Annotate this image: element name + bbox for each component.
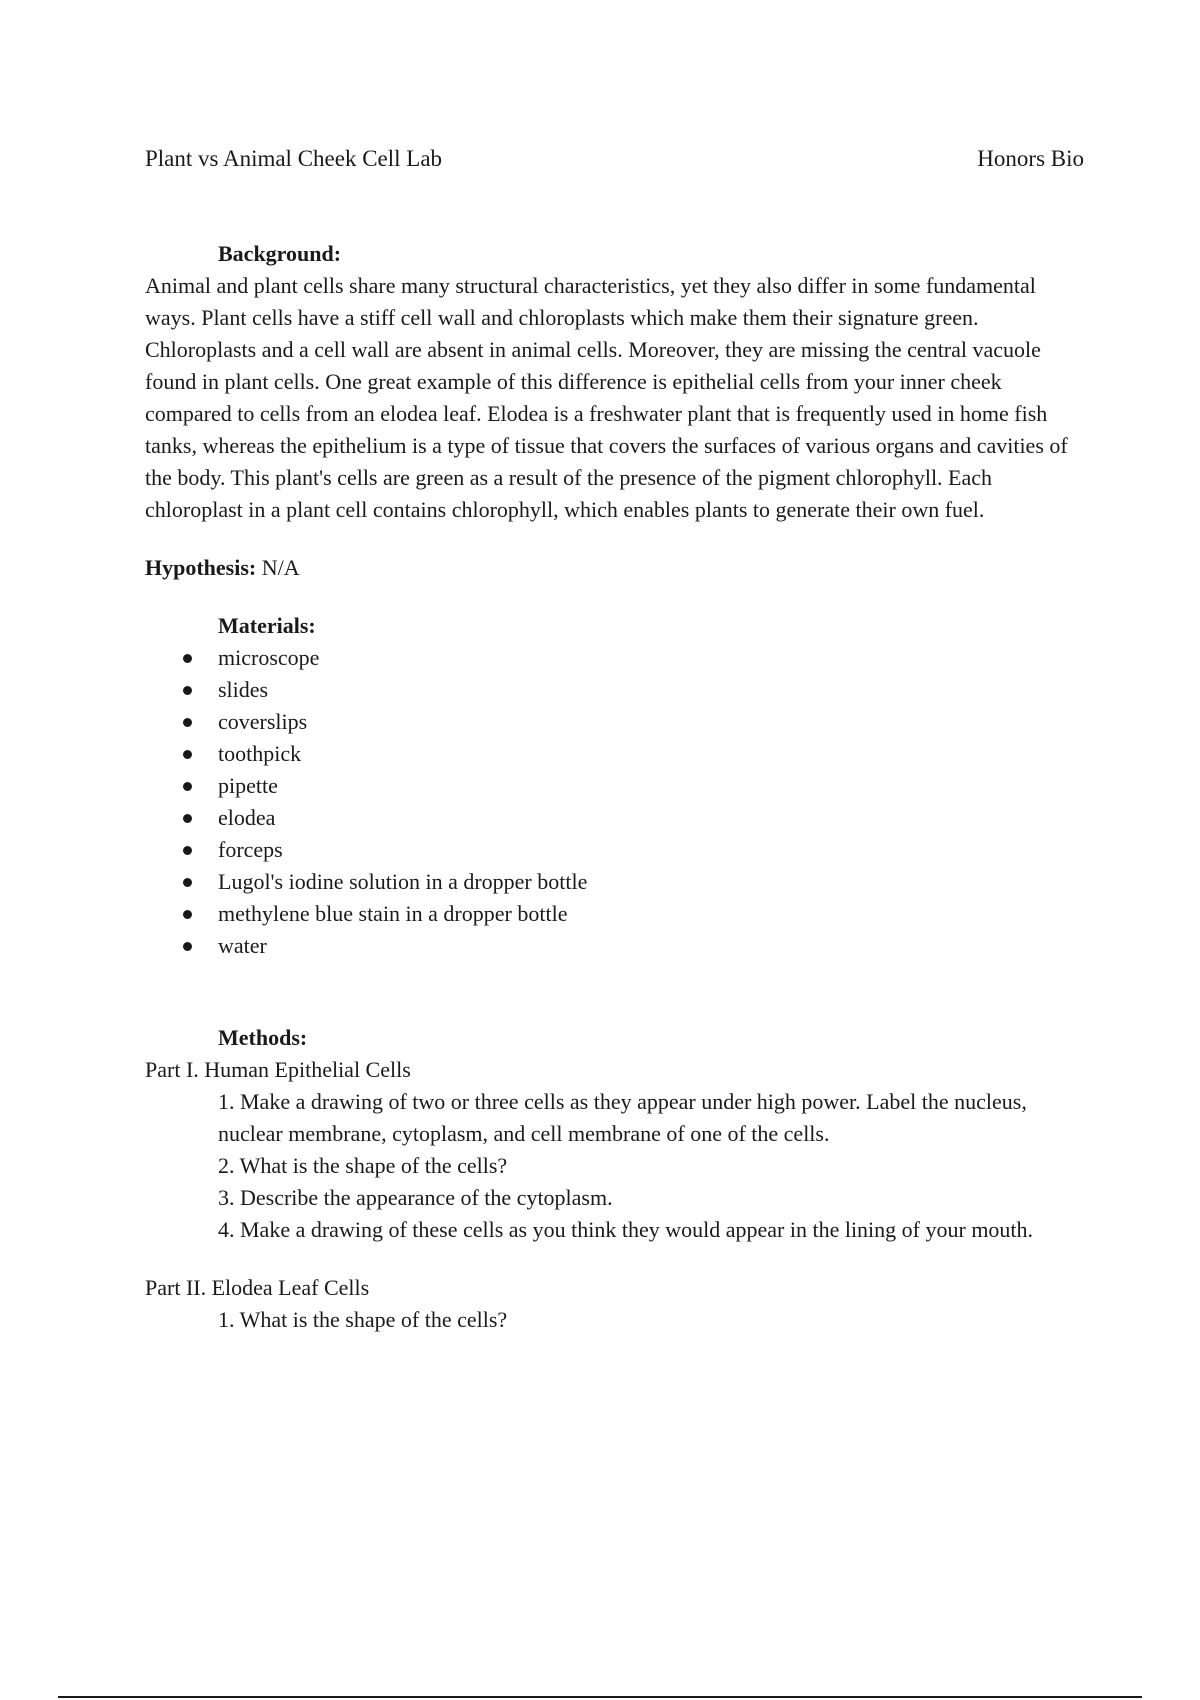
bullet-icon (183, 846, 192, 855)
part1-step-2: 2. What is the shape of the cells? (218, 1153, 508, 1178)
course-name: Honors Bio (977, 146, 1084, 171)
hypothesis-line (145, 552, 1085, 584)
methods-heading: Methods: (218, 1025, 308, 1050)
background-heading: Background: (218, 241, 342, 266)
list-item (145, 898, 1085, 930)
list-item (145, 738, 1085, 770)
bullet-icon (183, 878, 192, 887)
material-item: forceps (218, 837, 283, 862)
material-item: toothpick (218, 741, 302, 766)
bullet-icon (183, 942, 192, 951)
materials-list (145, 642, 1085, 962)
bullet-icon (183, 750, 192, 759)
page-bottom-rule (58, 1696, 1142, 1698)
part2-step-1: 1. What is the shape of the cells? (218, 1307, 508, 1332)
bullet-icon (183, 814, 192, 823)
material-item: Lugol's iodine solution in a dropper bottle (218, 869, 588, 894)
material-item: microscope (218, 645, 320, 670)
list-item (145, 866, 1085, 898)
list-item (145, 674, 1085, 706)
bullet-icon (183, 718, 192, 727)
document-title: Plant vs Animal Cheek Cell Lab (145, 146, 443, 171)
list-item (145, 706, 1085, 738)
list-item (145, 770, 1085, 802)
hypothesis-value: N/A (256, 555, 300, 580)
list-item (145, 930, 1085, 962)
bullet-icon (183, 782, 192, 791)
part1-step-4: 4. Make a drawing of these cells as you think they would appear in the lining of your mouth. (218, 1217, 1034, 1242)
part1-step-3: 3. Describe the appearance of the cytoplasm. (218, 1185, 613, 1210)
list-item (145, 802, 1085, 834)
part1-step-1: 1. Make a drawing of two or three cells as they appear under high power. Label the nucleus, nuclear membrane, cytoplasm, and cell membrane of one of the cells. (218, 1089, 1027, 1146)
background-paragraph: Animal and plant cells share many structural characteristics, yet they also differ in some fundamental ways. Plant cells have a stiff cell wall and chloroplasts which make them their signature green. Chloroplasts and a cell wall are absent in animal cells. Moreover, they are missing the central vacuole found in plant cells. One great example of this difference is epithelial cells from your inner cheek compared to cells from an elodea leaf. Elodea is a freshwater plant that is frequently used in home fish tanks, whereas the epithelium is a type of tissue that covers the surfaces of various organs and cavities of the body. This plant's cells are green as a result of the presence of the pigment chlorophyll. Each chloroplast in a plant cell contains chlorophyll, which enables plants to generate their own fuel. (145, 273, 1068, 522)
hypothesis-label: Hypothesis: (145, 555, 257, 580)
material-item: elodea (218, 805, 276, 830)
material-item: water (218, 933, 267, 958)
material-item: slides (218, 677, 269, 702)
material-item: coverslips (218, 709, 308, 734)
list-item (145, 642, 1085, 674)
document-body (145, 238, 1085, 1336)
materials-heading: Materials: (218, 613, 316, 638)
part2-title: Part II. Elodea Leaf Cells (145, 1275, 370, 1300)
material-item: pipette (218, 773, 278, 798)
bullet-icon (183, 654, 192, 663)
bullet-icon (183, 910, 192, 919)
bullet-icon (183, 686, 192, 695)
list-item (145, 834, 1085, 866)
material-item: methylene blue stain in a dropper bottle (218, 901, 568, 926)
part1-title: Part I. Human Epithelial Cells (145, 1057, 411, 1082)
